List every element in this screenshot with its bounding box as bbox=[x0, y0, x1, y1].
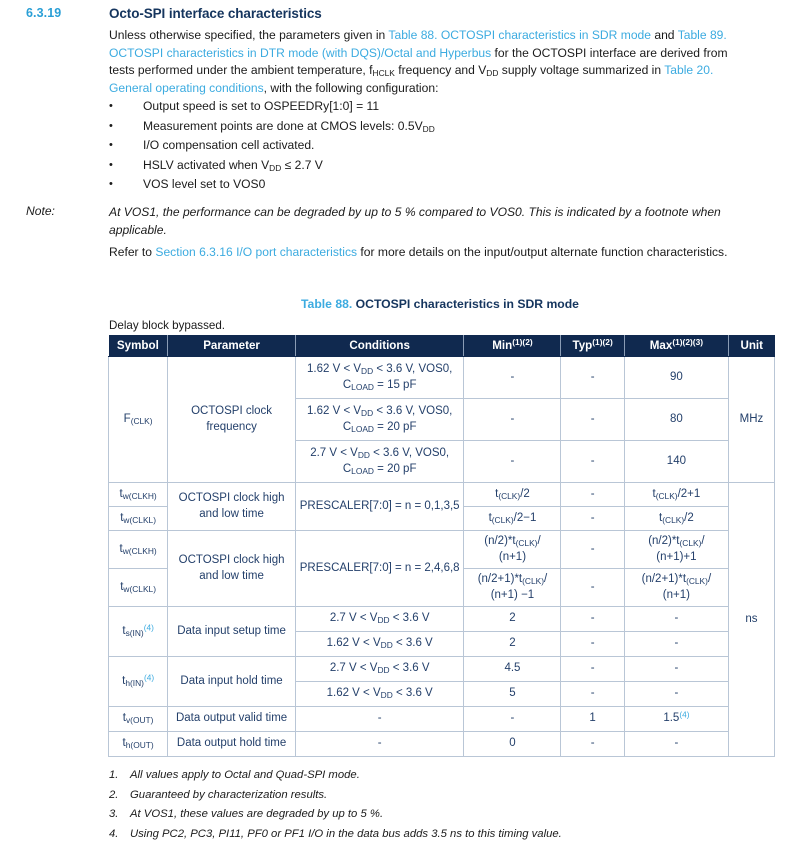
cell-typ: - bbox=[561, 657, 624, 682]
cell-min: 4.5 bbox=[464, 657, 561, 682]
note-label: Note: bbox=[26, 204, 55, 218]
cond-b: < 3.6 V bbox=[392, 637, 433, 650]
cell-max: - bbox=[624, 732, 728, 757]
min-line2: (n+1) −1 bbox=[490, 588, 535, 601]
column-header-min-label: Min bbox=[492, 339, 513, 352]
max-b: /2+1 bbox=[677, 487, 701, 500]
max-a: t bbox=[652, 487, 656, 500]
cell-symbol-thin bbox=[109, 657, 168, 707]
table-caption-title: OCTOSPI characteristics in SDR mode bbox=[355, 297, 579, 311]
list-item-text-a: VOS level set to VOS0 bbox=[143, 177, 266, 192]
list-item bbox=[109, 117, 754, 137]
section-number: 6.3.19 bbox=[26, 6, 62, 20]
intro-paragraph bbox=[109, 27, 754, 97]
cell-min: 2 bbox=[464, 607, 561, 632]
min-b: /2 bbox=[520, 487, 530, 500]
symbol-sub: v(OUT) bbox=[125, 715, 154, 726]
column-header-parameter: Parameter bbox=[168, 335, 296, 357]
link-section-6-3-16[interactable]: Section 6.3.16 I/O port characteristics bbox=[155, 245, 358, 259]
min-a: t bbox=[488, 511, 492, 524]
min-b: / bbox=[544, 573, 548, 585]
cell-min: - bbox=[464, 441, 561, 483]
symbol-main: t bbox=[120, 580, 124, 593]
footnote-text: Guaranteed by characterization results. bbox=[130, 788, 328, 801]
note-refer-a: Refer to bbox=[109, 245, 156, 259]
cell-max bbox=[624, 707, 728, 732]
cond-b: < 3.6 V bbox=[389, 612, 430, 625]
octospi-sdr-table bbox=[108, 335, 775, 757]
list-item-label bbox=[143, 97, 379, 117]
min-sub: (CLK) bbox=[498, 490, 521, 501]
cond-b: < 3.6 V, VOS0, bbox=[373, 363, 453, 375]
cell-condition-prescaler-2: PRESCALER[7:0] = n = 2,4,6,8 bbox=[295, 531, 464, 607]
cond-sub: DD bbox=[357, 449, 370, 460]
cond-a: 2.7 V < V bbox=[329, 612, 378, 625]
cond-sub: DD bbox=[377, 615, 390, 626]
cell-typ: - bbox=[561, 483, 624, 507]
column-header-max-label: Max bbox=[649, 339, 673, 352]
footnote-list bbox=[109, 766, 769, 844]
cell-condition bbox=[295, 357, 464, 399]
max-b: /2 bbox=[684, 511, 694, 524]
cell-parameter-clk-high-low-1: OCTOSPI clock high and low time bbox=[168, 483, 296, 531]
column-header-symbol: Symbol bbox=[109, 335, 168, 357]
column-header-min bbox=[464, 335, 561, 357]
bullet-icon: • bbox=[109, 178, 113, 191]
cell-typ: - bbox=[561, 531, 624, 569]
symbol-sub: h(IN) bbox=[125, 677, 144, 688]
symbol-sub: w(CLKL) bbox=[123, 514, 156, 525]
cond-b: < 3.6 V, VOS0, bbox=[373, 405, 453, 417]
cond2-a: C bbox=[342, 420, 352, 433]
column-header-max bbox=[624, 335, 728, 357]
cell-condition bbox=[295, 657, 464, 682]
cell-condition bbox=[295, 682, 464, 707]
cond2-sub: LOAD bbox=[351, 423, 374, 434]
min-sub: (CLK) bbox=[491, 514, 514, 525]
max-sub: (CLK) bbox=[686, 575, 708, 586]
table-row bbox=[109, 483, 775, 507]
symbol-sub: w(CLKL) bbox=[123, 583, 156, 594]
cell-max bbox=[624, 569, 728, 607]
table-row bbox=[109, 607, 775, 632]
footnote-item bbox=[109, 766, 769, 786]
cell-typ: - bbox=[561, 441, 624, 483]
cell-symbol-fclk bbox=[109, 357, 168, 483]
list-item bbox=[109, 156, 754, 176]
cond2-a: C bbox=[342, 462, 352, 475]
cond2-a: C bbox=[342, 378, 352, 391]
max-value: 1.5 bbox=[663, 712, 680, 725]
link-table-89[interactable]: Table 89. OCTOSPI characteristics in DTR mode (with DQS)/Octal and Hyperbus bbox=[109, 28, 727, 60]
list-item-label bbox=[143, 175, 265, 195]
cell-condition bbox=[295, 607, 464, 632]
list-item-sub: DD bbox=[269, 162, 282, 173]
symbol-sub: (CLK) bbox=[130, 415, 153, 426]
cell-parameter-hold: Data input hold time bbox=[168, 657, 296, 707]
footnote-number: 3. bbox=[109, 808, 119, 820]
column-header-max-sup: (1)(2)(3) bbox=[672, 337, 704, 348]
cond-sub: DD bbox=[380, 640, 393, 651]
cond-a: 2.7 V < V bbox=[329, 662, 378, 675]
table-row bbox=[109, 657, 775, 682]
list-item bbox=[109, 97, 754, 117]
table-precaption: Delay block bypassed. bbox=[109, 319, 225, 332]
cell-min: 5 bbox=[464, 682, 561, 707]
intro-text-a: Unless otherwise specified, the parameters given in bbox=[109, 28, 389, 42]
cell-min: - bbox=[464, 707, 561, 732]
list-item-text-b: ≤ 2.7 V bbox=[281, 157, 323, 172]
configuration-bullet-list bbox=[109, 97, 754, 195]
cell-symbol-thout bbox=[109, 732, 168, 757]
list-item-text-a: Measurement points are done at CMOS levels: 0.5V bbox=[143, 118, 423, 133]
cell-typ: - bbox=[561, 507, 624, 531]
cell-min: - bbox=[464, 357, 561, 399]
cell-unit-ns: ns bbox=[728, 483, 774, 757]
link-table-20[interactable]: Table 20. General operating conditions bbox=[109, 63, 714, 95]
intro-text bbox=[109, 27, 754, 97]
min-b: / bbox=[537, 535, 541, 547]
intro-text-d: frequency and V bbox=[394, 63, 487, 77]
cell-typ: - bbox=[561, 399, 624, 441]
cell-condition bbox=[295, 632, 464, 657]
column-header-unit: Unit bbox=[728, 335, 774, 357]
cell-parameter-fclk: OCTOSPI clock frequency bbox=[168, 357, 296, 483]
max-sub: (CLK) bbox=[679, 537, 702, 548]
sub-vdd: DD bbox=[486, 67, 499, 78]
sub-hclk: HCLK bbox=[372, 67, 395, 78]
list-item-text-a: HSLV activated when V bbox=[143, 157, 270, 172]
cond2-sub: LOAD bbox=[351, 381, 374, 392]
cond-a: 1.62 V < V bbox=[307, 363, 362, 375]
cond-sub: DD bbox=[377, 665, 390, 676]
symbol-sub: w(CLKH) bbox=[122, 490, 157, 501]
link-table-88[interactable]: Table 88. OCTOSPI characteristics in SDR mode bbox=[388, 28, 651, 42]
max-b: / bbox=[701, 535, 705, 547]
cell-min bbox=[464, 483, 561, 507]
cell-symbol-twclkh bbox=[109, 483, 168, 507]
cell-max bbox=[624, 531, 728, 569]
table-row bbox=[109, 707, 775, 732]
list-item-text-a: I/O compensation cell activated. bbox=[143, 138, 315, 153]
cell-max bbox=[624, 483, 728, 507]
min-a: t bbox=[495, 487, 499, 500]
table-row bbox=[109, 357, 775, 399]
cell-min: 0 bbox=[464, 732, 561, 757]
intro-text-f: , with the following configuration: bbox=[263, 80, 439, 95]
cell-typ: - bbox=[561, 357, 624, 399]
max-footnote-sup: (4) bbox=[679, 709, 690, 720]
cond2-b: = 20 pF bbox=[373, 462, 417, 475]
column-header-min-sup: (1)(2) bbox=[512, 337, 533, 348]
cell-symbol-twclkl-2 bbox=[109, 569, 168, 607]
note-refer-b: for more details on the input/output alternate function characteristics. bbox=[357, 245, 728, 259]
cell-symbol-twclkh-2 bbox=[109, 531, 168, 569]
symbol-sub: h(OUT) bbox=[125, 740, 154, 751]
cell-condition: - bbox=[295, 732, 464, 757]
cell-max: - bbox=[624, 657, 728, 682]
cell-symbol-twclkl bbox=[109, 507, 168, 531]
intro-text-e: supply voltage summarized in bbox=[498, 63, 665, 77]
list-item-label bbox=[143, 117, 435, 137]
cell-max: 90 bbox=[624, 357, 728, 399]
cell-min: - bbox=[464, 399, 561, 441]
footnote-number: 2. bbox=[109, 788, 119, 801]
cell-max: - bbox=[624, 632, 728, 657]
cell-unit-mhz: MHz bbox=[728, 357, 774, 483]
cell-typ: - bbox=[561, 682, 624, 707]
list-item-label bbox=[143, 156, 323, 176]
bullet-icon: • bbox=[109, 158, 113, 171]
max-line2: (n+1)+1 bbox=[656, 550, 697, 563]
symbol-main: t bbox=[122, 712, 126, 725]
cell-symbol-tvout bbox=[109, 707, 168, 732]
min-line2: (n+1) bbox=[498, 550, 527, 563]
cond-a: 1.62 V < V bbox=[326, 687, 381, 700]
list-item-sub: DD bbox=[422, 123, 435, 134]
table-caption-number: Table 88. bbox=[301, 297, 353, 311]
footnote-item bbox=[109, 805, 769, 825]
table-header-row bbox=[109, 335, 775, 357]
symbol-footnote-sup: (4) bbox=[143, 672, 155, 683]
cond-a: 1.62 V < V bbox=[307, 405, 362, 417]
min-a: (n/2)*t bbox=[484, 535, 516, 547]
cond2-b: = 20 pF bbox=[373, 420, 417, 433]
max-sub: (CLK) bbox=[655, 490, 678, 501]
column-header-typ-sup: (1)(2) bbox=[592, 337, 613, 348]
symbol-main: t bbox=[120, 511, 124, 524]
note-body bbox=[109, 204, 757, 262]
max-a: (n/2+1)*t bbox=[641, 573, 687, 585]
cell-max: - bbox=[624, 607, 728, 632]
symbol-footnote-sup: (4) bbox=[143, 622, 154, 633]
symbol-sub: s(IN) bbox=[125, 627, 144, 638]
symbol-sub: w(CLKH) bbox=[122, 545, 157, 556]
intro-text-c: for the OCTOSPI interface are derived from tests performed under the ambient temperature, f bbox=[109, 45, 728, 77]
footnote-number: 1. bbox=[109, 769, 119, 781]
max-a: (n/2)*t bbox=[648, 535, 680, 547]
note-italic-text: At VOS1, the performance can be degraded by up to 5 % compared to VOS0. This is indicated by a footnote when applicable. bbox=[109, 205, 721, 237]
cell-min bbox=[464, 569, 561, 607]
cell-max: - bbox=[624, 682, 728, 707]
bullet-icon: • bbox=[109, 100, 113, 112]
footnote-text: At VOS1, these values are degraded by up to 5 %. bbox=[130, 808, 384, 820]
list-item bbox=[109, 175, 754, 195]
list-item bbox=[109, 136, 754, 156]
cell-min: 2 bbox=[464, 632, 561, 657]
cell-max: 140 bbox=[624, 441, 728, 483]
cell-typ: 1 bbox=[561, 707, 624, 732]
column-header-conditions: Conditions bbox=[295, 335, 464, 357]
cond-a: 1.62 V < V bbox=[326, 637, 381, 650]
cell-condition-prescaler-1: PRESCALER[7:0] = n = 0,1,3,5 bbox=[295, 483, 464, 531]
table-row bbox=[109, 531, 775, 569]
page-title: Octo-SPI interface characteristics bbox=[109, 6, 322, 21]
footnote-item bbox=[109, 786, 769, 806]
list-item-label bbox=[143, 136, 314, 156]
cell-max: 80 bbox=[624, 399, 728, 441]
symbol-main: t bbox=[122, 674, 126, 687]
cell-max bbox=[624, 507, 728, 531]
cond-sub: DD bbox=[361, 407, 374, 418]
table-row bbox=[109, 732, 775, 757]
table-caption bbox=[105, 297, 775, 311]
max-a: t bbox=[659, 511, 663, 524]
cell-parameter-clk-high-low-2: OCTOSPI clock high and low time bbox=[168, 531, 296, 607]
footnote-number: 4. bbox=[109, 827, 119, 840]
max-b: / bbox=[707, 573, 712, 585]
cell-parameter-outhold: Data output hold time bbox=[168, 732, 296, 757]
column-header-typ bbox=[561, 335, 624, 357]
cell-typ: - bbox=[561, 569, 624, 607]
cell-min bbox=[464, 531, 561, 569]
symbol-main: F bbox=[123, 412, 131, 425]
cell-condition bbox=[295, 399, 464, 441]
cell-symbol-tsin bbox=[109, 607, 168, 657]
footnote-text: All values apply to Octal and Quad-SPI mode. bbox=[130, 769, 360, 781]
intro-text-b: and bbox=[651, 28, 678, 42]
cell-typ: - bbox=[561, 607, 624, 632]
footnote-item bbox=[109, 825, 769, 845]
cond-a: 2.7 V < V bbox=[310, 447, 358, 459]
column-header-typ-label: Typ bbox=[572, 339, 593, 352]
cond-b: < 3.6 V bbox=[392, 687, 433, 700]
symbol-main: t bbox=[122, 737, 126, 750]
symbol-main: t bbox=[122, 624, 126, 637]
min-b: /2−1 bbox=[513, 511, 537, 524]
min-sub: (CLK) bbox=[522, 575, 544, 586]
cell-parameter-valid: Data output valid time bbox=[168, 707, 296, 732]
min-a: (n/2+1)*t bbox=[477, 573, 523, 585]
cond2-b: = 15 pF bbox=[373, 378, 417, 391]
bullet-icon: • bbox=[109, 139, 113, 152]
max-line2: (n+1) bbox=[662, 588, 690, 601]
cond-b: < 3.6 V bbox=[389, 662, 430, 675]
cond-sub: DD bbox=[380, 690, 393, 701]
cond-sub: DD bbox=[361, 365, 374, 376]
cond2-sub: LOAD bbox=[351, 465, 374, 476]
cell-typ: - bbox=[561, 732, 624, 757]
cell-condition bbox=[295, 441, 464, 483]
symbol-main: t bbox=[119, 542, 123, 555]
cell-min bbox=[464, 507, 561, 531]
note-refer-text bbox=[109, 239, 757, 262]
cell-typ: - bbox=[561, 632, 624, 657]
footnote-text: Using PC2, PC3, PI11, PF0 or PF1 I/O in the data bus adds 3.5 ns to this timing value. bbox=[130, 827, 562, 840]
cell-parameter-setup: Data input setup time bbox=[168, 607, 296, 657]
symbol-main: t bbox=[119, 487, 123, 500]
bullet-icon: • bbox=[109, 119, 113, 132]
cond-b: < 3.6 V, VOS0, bbox=[369, 447, 450, 459]
min-sub: (CLK) bbox=[515, 537, 538, 548]
list-item-text-a: Output speed is set to OSPEEDRy[1:0] = 11 bbox=[143, 99, 380, 113]
max-sub: (CLK) bbox=[662, 514, 685, 525]
cell-condition: - bbox=[295, 707, 464, 732]
